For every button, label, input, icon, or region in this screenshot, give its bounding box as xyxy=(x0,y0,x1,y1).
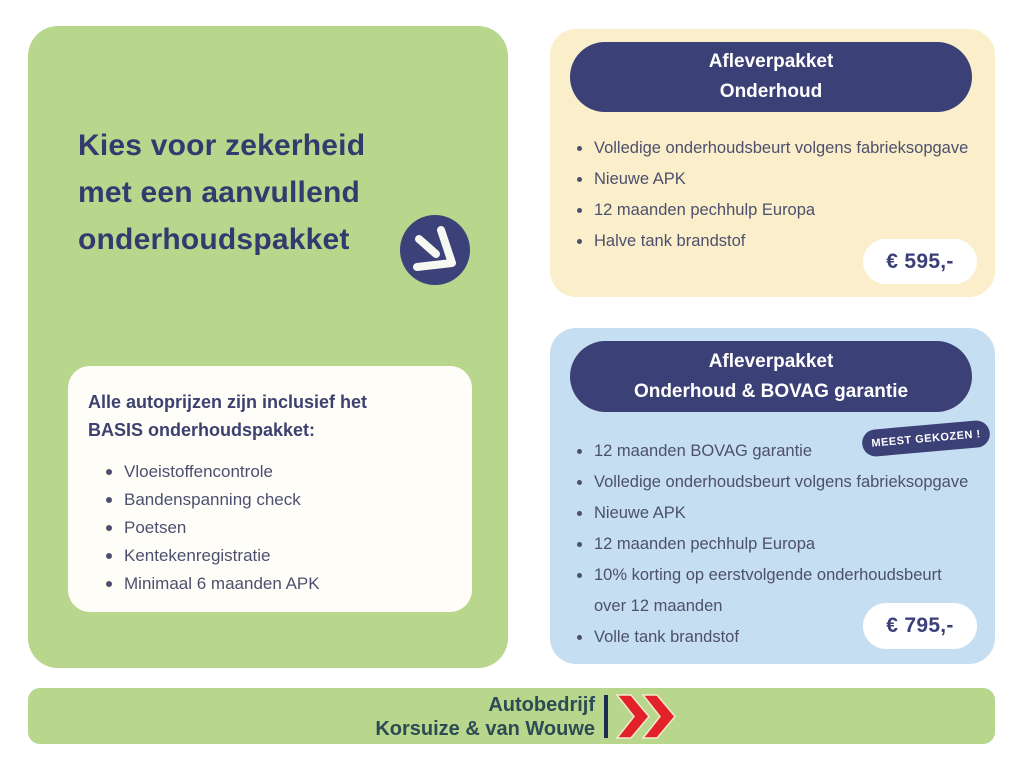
list-item: 12 maanden BOVAG garantie xyxy=(550,436,970,467)
list-item: Bandenspanning check xyxy=(88,486,452,514)
footer-bar xyxy=(28,688,995,744)
price-badge: € 595,- xyxy=(863,239,977,284)
price-badge: € 795,- xyxy=(863,603,977,649)
list-item: Vloeistoffencontrole xyxy=(88,458,452,486)
company-name xyxy=(375,693,595,741)
package-title-line: Onderhoud xyxy=(719,81,823,102)
basis-heading-line: BASIS onderhoudspakket: xyxy=(88,420,316,440)
package-card-onderhoud-bovag xyxy=(550,328,995,664)
basis-heading-line: Alle autoprijzen zijn inclusief het xyxy=(88,392,368,412)
list-item: Poetsen xyxy=(88,514,452,542)
package-title-line: Onderhoud & BOVAG garantie xyxy=(633,380,909,402)
list-item: Volledige onderhoudsbeurt volgens fabrieksopgave xyxy=(550,133,970,164)
page-title-line: onderhoudspakket xyxy=(78,223,350,257)
arrow-down-right-icon xyxy=(400,215,470,285)
list-item: 12 maanden pechhulp Europa xyxy=(550,529,970,560)
list-item: Nieuwe APK xyxy=(550,164,970,195)
package-title-line: Afleverpakket xyxy=(708,350,834,372)
package-title xyxy=(570,42,972,112)
double-chevron-right-icon xyxy=(616,694,678,744)
basis-item-list xyxy=(88,458,452,598)
basis-card-heading xyxy=(88,388,452,444)
company-name-line: Autobedrijf xyxy=(488,694,595,716)
package-title xyxy=(570,341,972,412)
list-item: 12 maanden pechhulp Europa xyxy=(550,195,970,226)
basis-package-card xyxy=(68,366,472,612)
list-item: Volle tank brandstof xyxy=(550,622,970,653)
most-chosen-badge: MEEST GEKOZEN ! xyxy=(861,419,991,457)
list-item: Minimaal 6 maanden APK xyxy=(88,570,452,598)
logo-divider xyxy=(604,695,608,738)
package-title-line: Afleverpakket xyxy=(708,51,834,72)
page-title xyxy=(78,122,438,263)
intro-panel xyxy=(28,26,508,668)
package-card-onderhoud xyxy=(550,29,995,297)
list-item: 10% korting op eerstvolgende onderhoudsbeurt over 12 maanden xyxy=(550,560,970,622)
list-item: Volledige onderhoudsbeurt volgens fabrieksopgave xyxy=(550,467,970,498)
list-item: Nieuwe APK xyxy=(550,498,970,529)
company-name-line: Korsuize & van Wouwe xyxy=(375,718,595,740)
list-item: Halve tank brandstof xyxy=(550,226,970,257)
list-item: Kentekenregistratie xyxy=(88,542,452,570)
page-title-line: Kies voor zekerheid xyxy=(78,129,366,163)
page-title-line: met een aanvullend xyxy=(78,176,361,210)
